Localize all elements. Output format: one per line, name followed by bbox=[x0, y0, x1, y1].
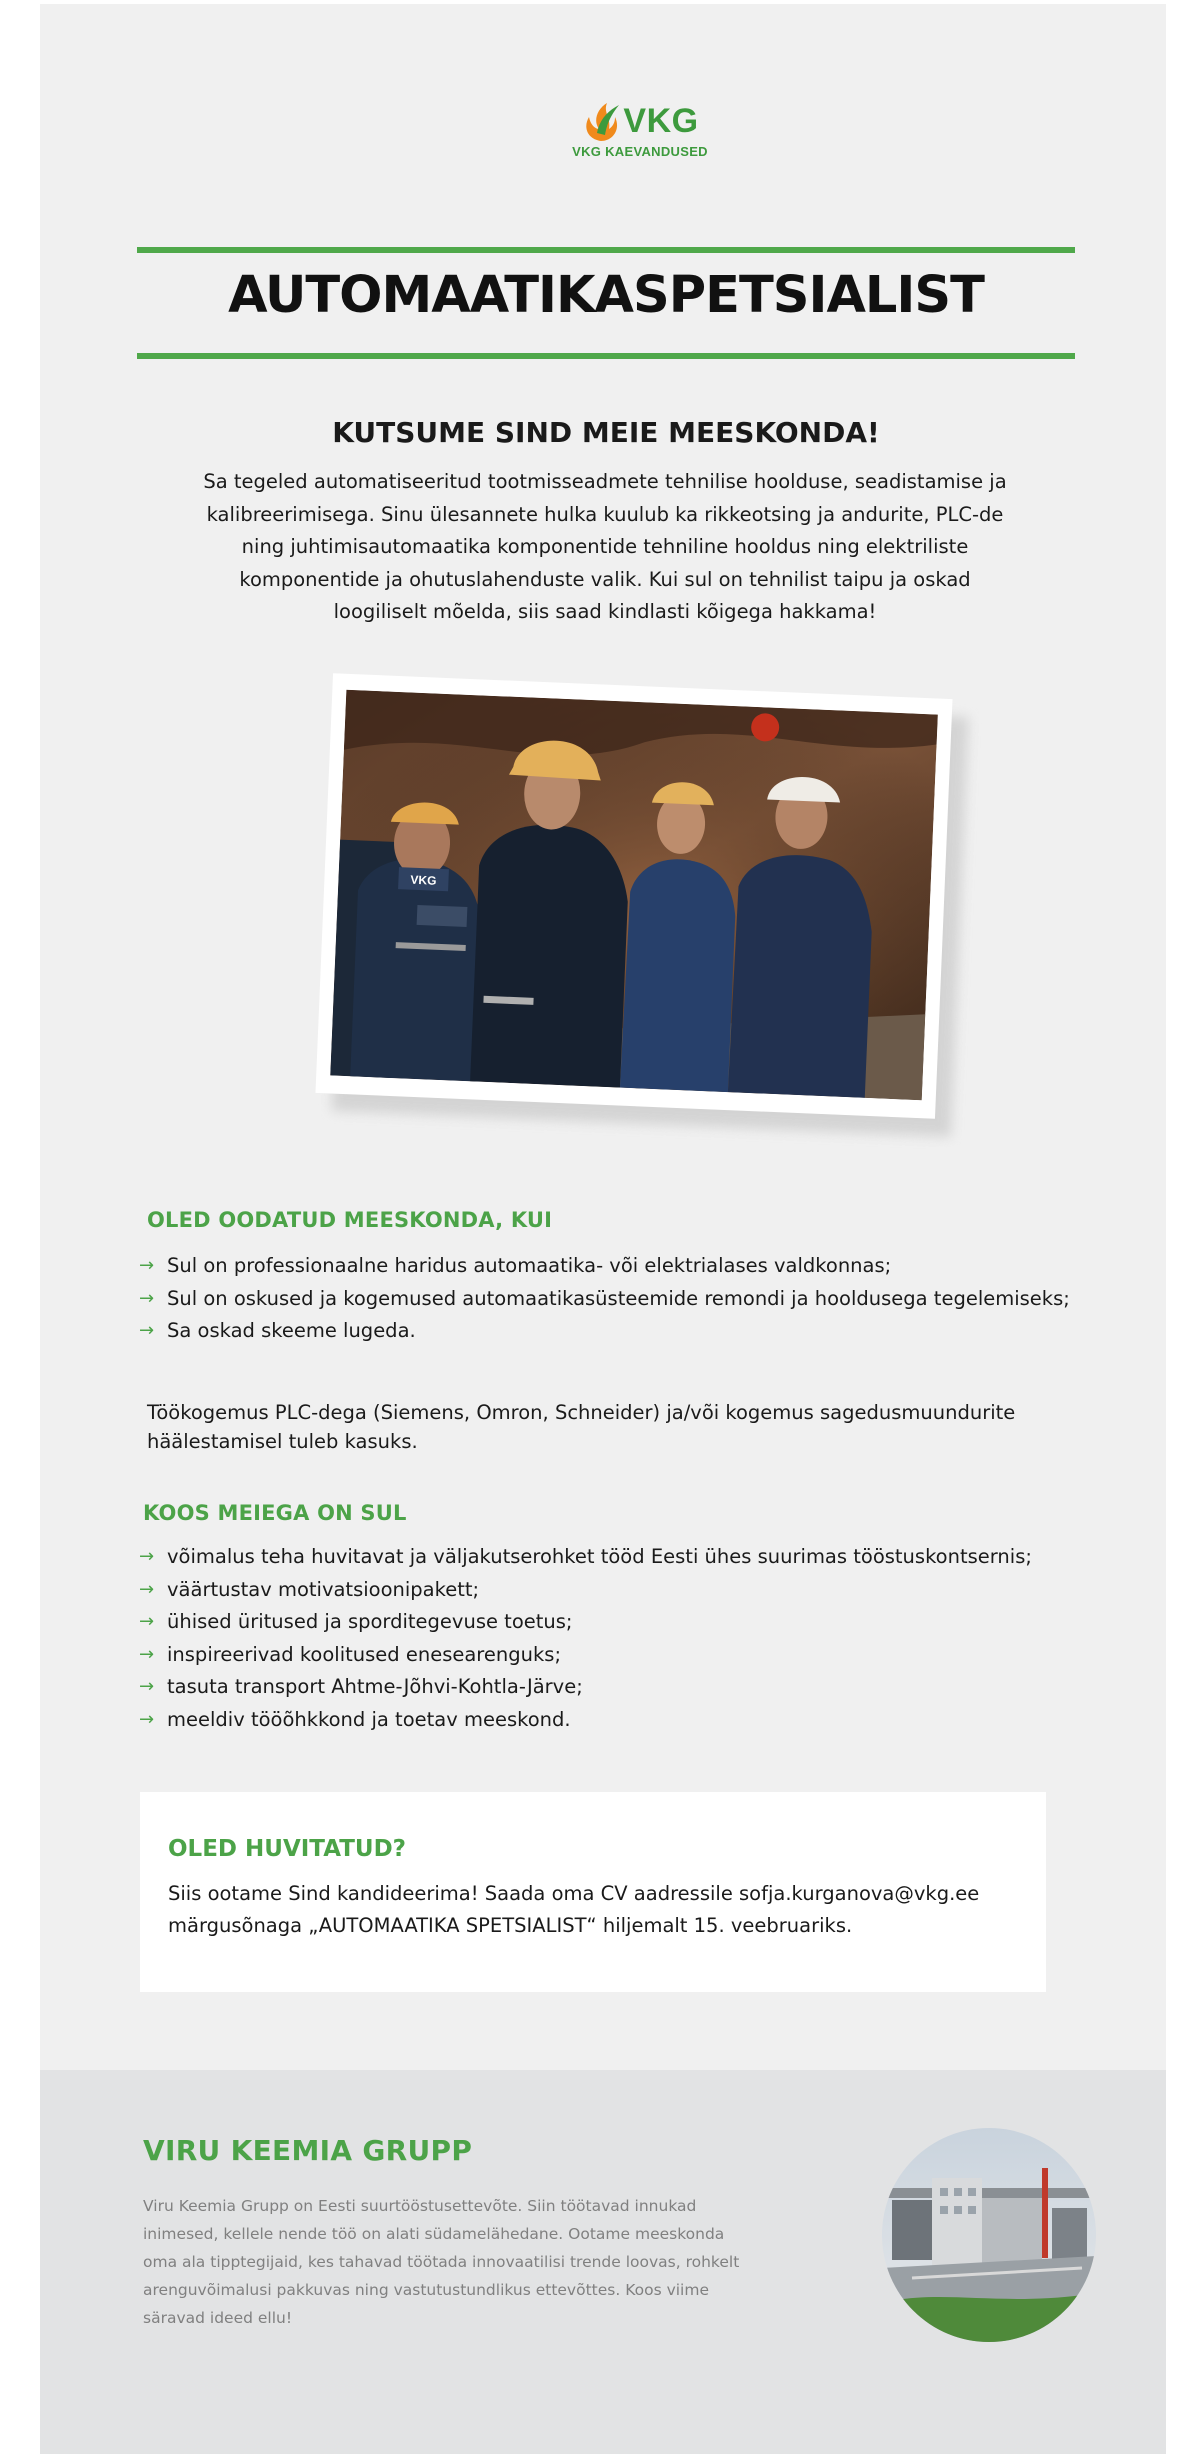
intro-text: Sa tegeled automatiseeritud tootmisseadmete tehnilise hoolduse, seadistamise ja kalibreerimisega. Sinu ülesannete hulka kuulub ka rikkeotsing ja andurite, PLC-de ning juhtimisautomaatika komponentide tehniline hooldus ning elektriliste komponentide ja ohutuslahenduste valik. Kui sul on tehnilist taipu ja oskad loogiliselt mõelda, siis saad kindlasti kõigega hakkama! bbox=[203, 470, 1007, 623]
arrow-right-icon: → bbox=[139, 1578, 155, 1600]
apply-heading: OLED HUVITATUD? bbox=[168, 1836, 407, 1862]
list-item: → tasuta transport Ahtme-Jõhvi-Kohtla-Järve; bbox=[137, 1671, 1097, 1704]
intro-heading: KUTSUME SIND MEIE MEESKONDA! bbox=[332, 416, 880, 449]
list-item: → ühised üritused ja sporditegevuse toetus; bbox=[137, 1606, 1097, 1639]
logo-subtitle: VKG KAEVANDUSED bbox=[572, 144, 708, 159]
list-item: → Sa oskad skeeme lugeda. bbox=[137, 1315, 1097, 1348]
list-item: → väärtustav motivatsioonipakett; bbox=[137, 1574, 1097, 1607]
arrow-right-icon: → bbox=[139, 1320, 155, 1341]
jacket-badge-text: VKG bbox=[410, 872, 437, 888]
arrow-right-icon: → bbox=[139, 1287, 155, 1309]
logo-wordmark: VKG bbox=[623, 101, 699, 140]
team-photo bbox=[315, 673, 952, 1119]
requirements-list bbox=[137, 1250, 1097, 1348]
requirements-heading: OLED OODATUD MEESKONDA, KUI bbox=[147, 1208, 553, 1232]
arrow-right-icon: → bbox=[139, 1676, 155, 1697]
list-item: → Sul on professionaalne haridus automaatika- või elektrialases valdkonnas; bbox=[137, 1250, 1097, 1283]
plant-photo bbox=[882, 2128, 1096, 2342]
apply-box bbox=[140, 1792, 1046, 1992]
title-rule-top bbox=[137, 247, 1075, 253]
job-ad-page bbox=[40, 4, 1166, 2454]
company-logo bbox=[540, 96, 740, 176]
miners-photo-image bbox=[330, 690, 938, 1100]
list-item: → inspireerivad koolitused enesearenguks; bbox=[137, 1639, 1097, 1672]
list-item: → võimalus teha huvitavat ja väljakutserohket tööd Eesti ühes suurimas tööstuskontsernis; bbox=[137, 1541, 1097, 1574]
benefits-heading: KOOS MEIEGA ON SUL bbox=[143, 1501, 407, 1525]
industrial-plant-image bbox=[882, 2128, 1096, 2342]
list-item: → meeldiv tööõhkkond ja toetav meeskond. bbox=[137, 1704, 1097, 1737]
leaf-flame-icon bbox=[581, 99, 621, 143]
apply-text: Siis ootame Sind kandideerima! Saada oma CV aadressile sofja.kurganova@vkg.ee märgusõnaga „AUTOMAATIKA SPETSIALIST“ hiljemalt 15. veebruariks. bbox=[168, 1882, 980, 1937]
arrow-right-icon: → bbox=[139, 1546, 155, 1567]
arrow-right-icon: → bbox=[139, 1708, 155, 1730]
page-title: AUTOMAATIKASPETSIALIST bbox=[228, 266, 984, 325]
benefits-list bbox=[137, 1541, 1097, 1736]
footer-text: Viru Keemia Grupp on Eesti suurtööstusettevõte. Siin töötavad innukad inimesed, kellele nende töö on alati südamelähedane. Ootame meeskonda oma ala tipptegijaid, kes tahavad töötada innovaatilisi trende loovas, rohkelt arenguvõimalusi pakkuvas ning vastutustundlikus ettevõttes. Koos viime säravad ideed ellu! bbox=[143, 2197, 740, 2327]
arrow-right-icon: → bbox=[139, 1643, 155, 1665]
footer-heading: VIRU KEEMIA GRUPP bbox=[143, 2134, 473, 2167]
requirements-extra-text: Töökogemus PLC-dega (Siemens, Omron, Schneider) ja/või kogemus sagedusmuundurite häälestamisel tuleb kasuks. bbox=[147, 1401, 1016, 1453]
list-item: → Sul on oskused ja kogemused automaatikasüsteemide remondi ja hooldusega tegelemiseks; bbox=[137, 1283, 1097, 1316]
arrow-right-icon: → bbox=[139, 1611, 155, 1632]
company-footer bbox=[40, 2070, 1166, 2454]
title-rule-bottom bbox=[137, 353, 1075, 359]
arrow-right-icon: → bbox=[139, 1255, 155, 1276]
